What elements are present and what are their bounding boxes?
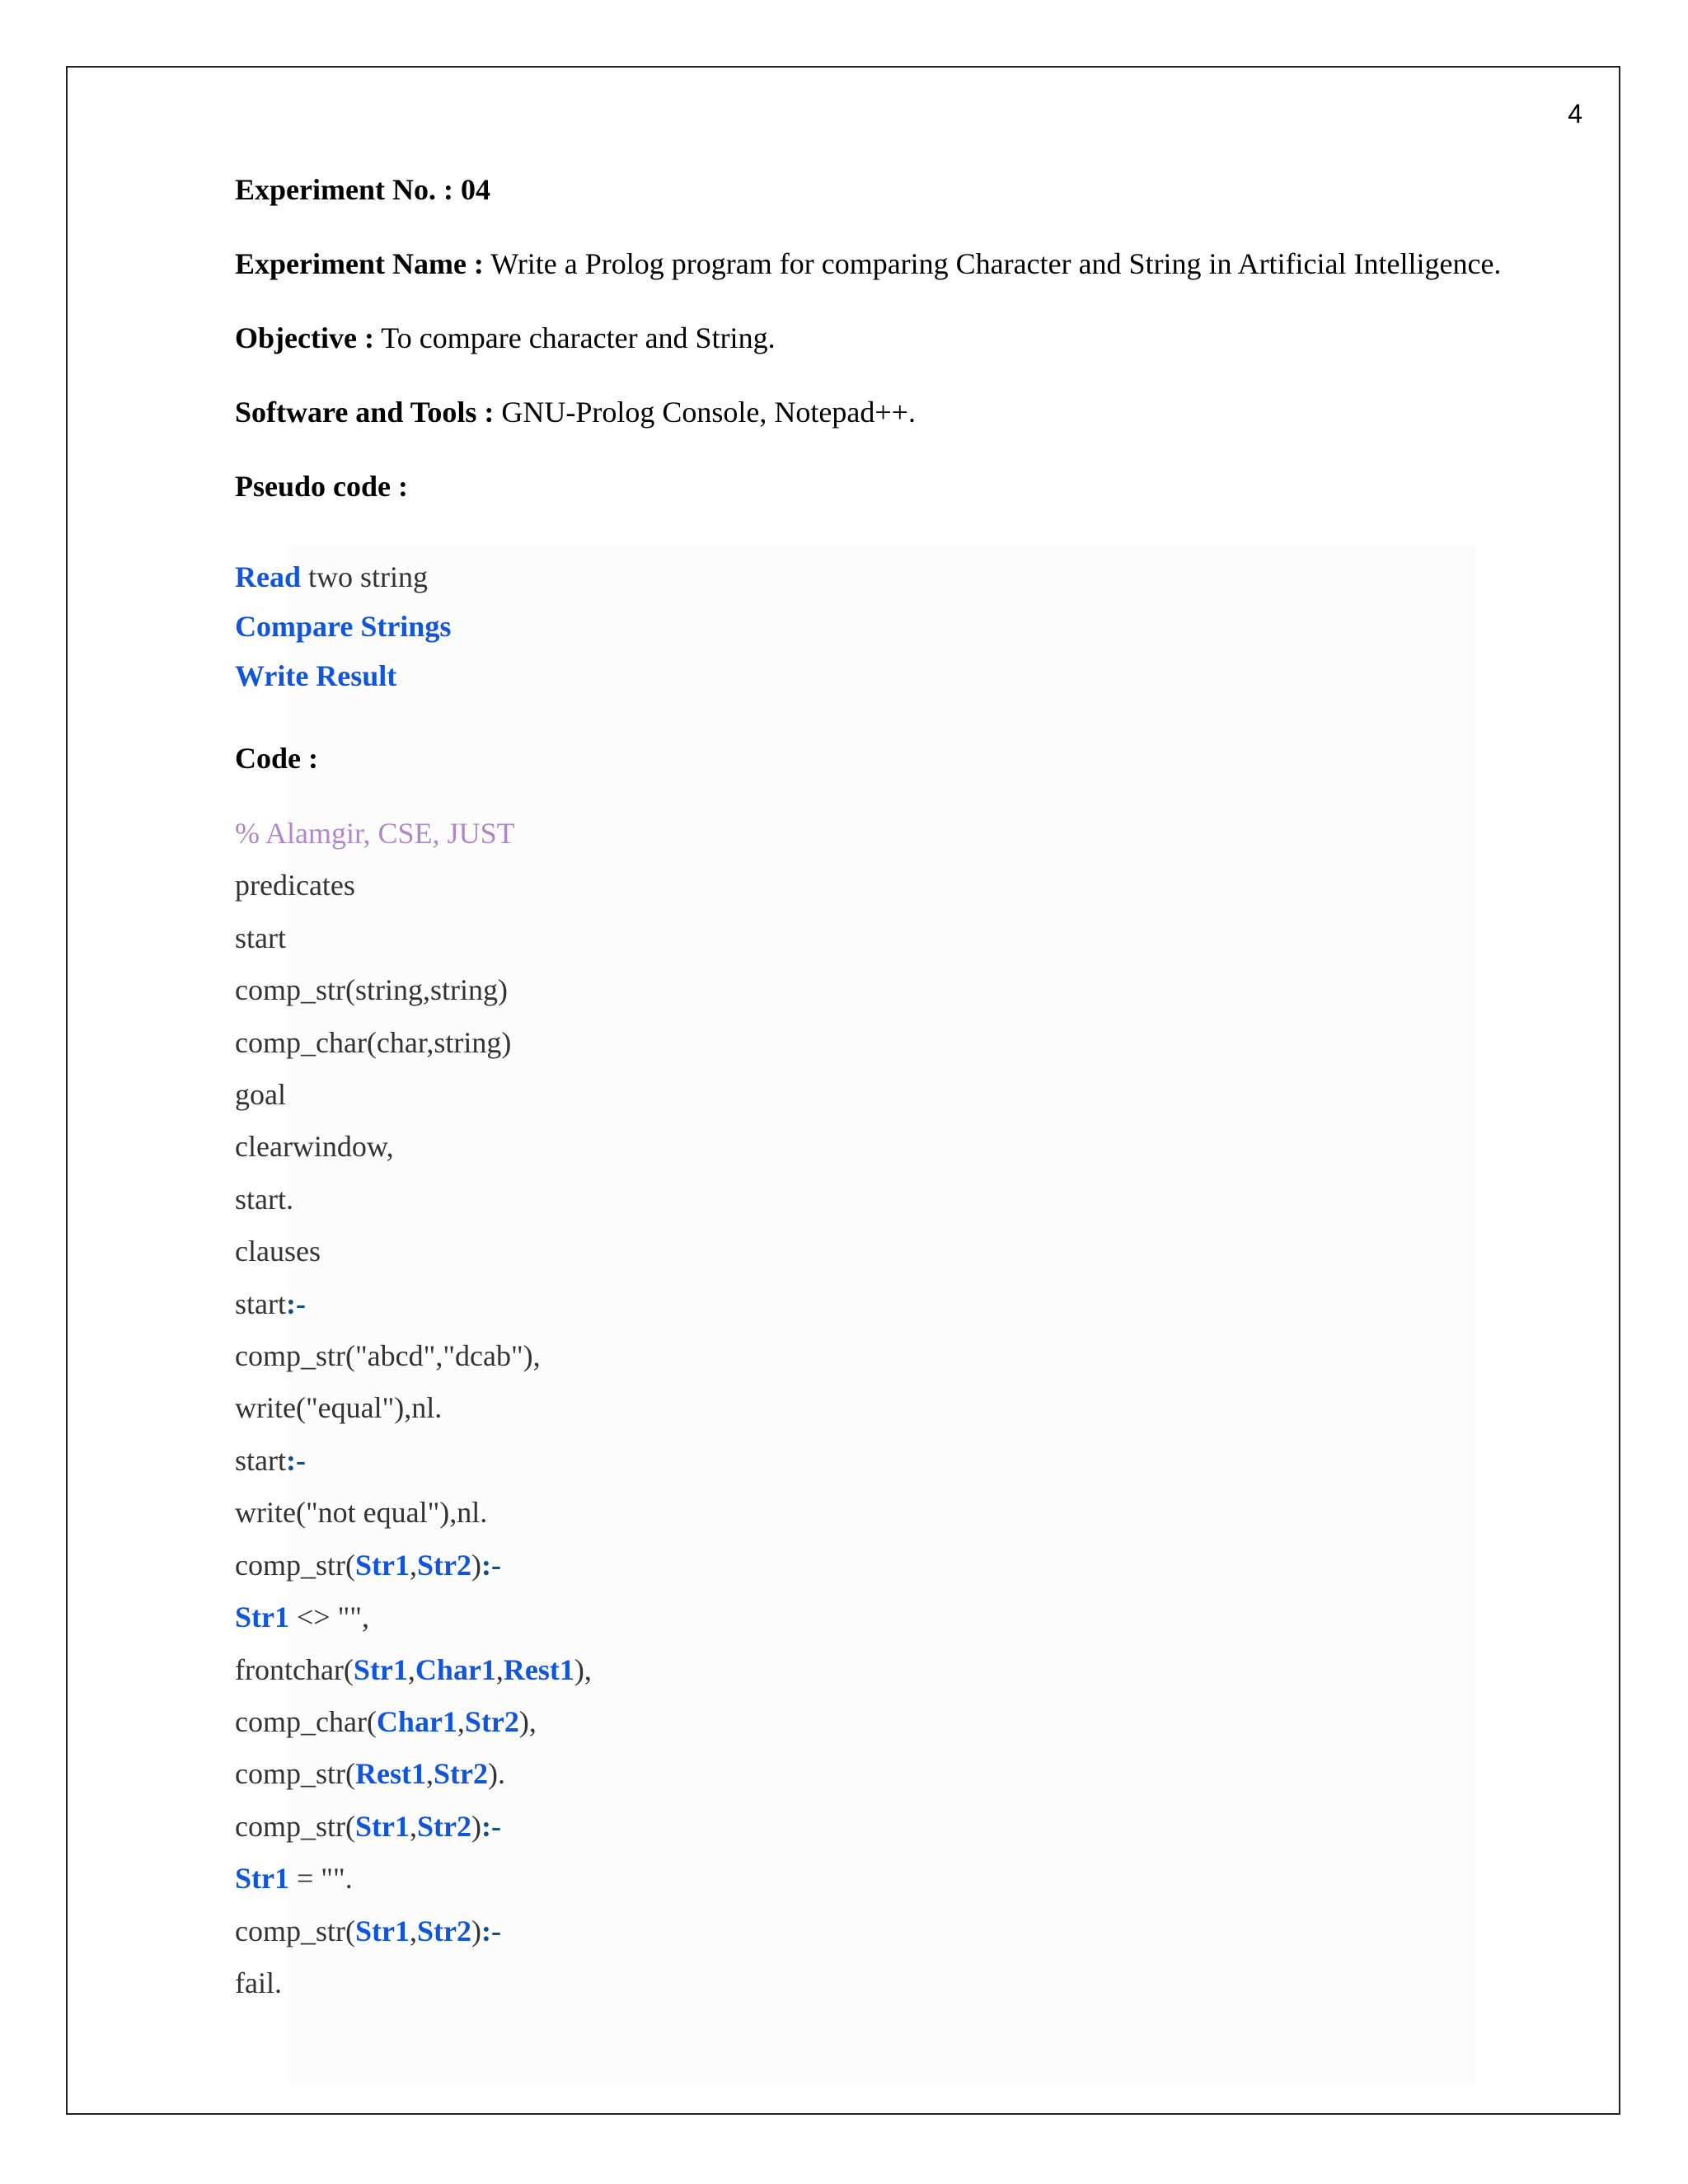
code-comment: % Alamgir, CSE, JUST xyxy=(235,817,515,850)
pseudo-heading-label: Pseudo code : xyxy=(235,470,408,503)
software-value: GNU-Prolog Console, Notepad++. xyxy=(501,396,916,429)
code-token: ), xyxy=(574,1652,592,1686)
experiment-name-label: Experiment Name : xyxy=(235,247,484,280)
code-token: , xyxy=(495,1652,504,1686)
code-line: clauses xyxy=(235,1235,321,1268)
code-line: comp_str(string,string) xyxy=(235,973,508,1007)
code-line: comp_str("abcd","dcab"), xyxy=(235,1339,541,1373)
code-variable: Char1 xyxy=(376,1704,457,1738)
objective-value: To compare character and String. xyxy=(381,321,776,354)
experiment-header xyxy=(235,165,1570,536)
code-line xyxy=(235,1591,1471,1643)
code-token: <> "", xyxy=(289,1601,369,1634)
software-label: Software and Tools : xyxy=(235,396,495,429)
code-token: , xyxy=(409,1548,417,1582)
code-heading: Code : xyxy=(235,742,318,775)
code-token: , xyxy=(425,1757,434,1791)
code-token: ), xyxy=(518,1704,537,1738)
pseudo-keyword: Write Result xyxy=(235,659,397,692)
code-line: comp_char(char,string) xyxy=(235,1025,512,1059)
code-token: , xyxy=(457,1704,465,1738)
code-line: predicates xyxy=(235,869,355,902)
pseudo-code-heading xyxy=(235,462,1570,511)
pseudo-keyword: Compare Strings xyxy=(235,610,452,643)
objective xyxy=(235,313,1570,363)
experiment-no-value: 04 xyxy=(460,173,490,206)
pseudo-line xyxy=(235,552,1471,602)
code-line xyxy=(235,1853,1471,1905)
code-variable: Str1 xyxy=(354,1914,410,1947)
code-token: ) xyxy=(471,1809,481,1843)
experiment-no-label: Experiment No. : xyxy=(235,173,453,206)
code-token: start xyxy=(235,1443,286,1477)
code-line: goal xyxy=(235,1078,286,1112)
code-block xyxy=(235,808,1471,2009)
code-line xyxy=(235,1644,1471,1696)
experiment-name xyxy=(235,239,1570,288)
code-token: ). xyxy=(487,1757,505,1791)
code-line: clearwindow, xyxy=(235,1130,394,1164)
code-token: comp_char( xyxy=(235,1704,377,1738)
code-token: = "". xyxy=(289,1862,353,1896)
code-variable: Str1 xyxy=(235,1601,289,1634)
code-operator: :- xyxy=(481,1914,501,1947)
pseudo-keyword: Read xyxy=(235,560,301,593)
code-variable: Char1 xyxy=(415,1652,496,1686)
experiment-name-value: Write a Prolog program for comparing Character and String in Artificial Intelligence. xyxy=(490,247,1502,280)
code-operator: :- xyxy=(481,1809,501,1843)
code-token: comp_str( xyxy=(235,1809,355,1843)
code-line xyxy=(235,1435,1471,1487)
code-line xyxy=(235,1696,1471,1748)
code-line: write("not equal"),nl. xyxy=(235,1496,488,1530)
code-token: ) xyxy=(471,1548,481,1582)
code-line: fail. xyxy=(235,1966,282,1999)
code-token: ) xyxy=(471,1914,481,1947)
code-line xyxy=(235,1278,1471,1330)
code-token: , xyxy=(409,1809,417,1843)
code-line: start xyxy=(235,921,286,954)
pseudo-line xyxy=(235,602,1471,651)
pseudo-line xyxy=(235,651,1471,701)
code-token: , xyxy=(409,1914,417,1947)
experiment-no xyxy=(235,165,1570,214)
code-operator: :- xyxy=(285,1286,306,1320)
code-line xyxy=(235,1801,1471,1853)
code-variable: Str1 xyxy=(354,1548,410,1582)
code-variable: Rest1 xyxy=(354,1757,426,1791)
code-token: , xyxy=(407,1652,415,1686)
code-token: comp_str( xyxy=(235,1548,355,1582)
code-line: write("equal"),nl. xyxy=(235,1391,443,1425)
code-variable: Rest1 xyxy=(503,1652,574,1686)
code-line xyxy=(235,1540,1471,1591)
objective-label: Objective : xyxy=(235,321,374,354)
code-variable: Str2 xyxy=(433,1757,488,1791)
code-variable: Str2 xyxy=(416,1914,471,1947)
code-line xyxy=(235,1748,1471,1800)
code-token: frontchar( xyxy=(235,1652,354,1686)
code-variable: Str2 xyxy=(464,1704,519,1738)
pseudo-code-block xyxy=(235,552,1471,701)
code-variable: Str2 xyxy=(416,1809,471,1843)
pseudo-text: two string xyxy=(308,560,429,593)
code-token: start xyxy=(235,1286,286,1320)
page-number: 4 xyxy=(1568,99,1582,129)
code-variable: Str1 xyxy=(235,1862,289,1896)
code-variable: Str2 xyxy=(416,1548,471,1582)
code-token: comp_str( xyxy=(235,1914,355,1947)
code-line: start. xyxy=(235,1182,293,1216)
code-variable: Str1 xyxy=(353,1652,408,1686)
code-line xyxy=(235,1905,1471,1957)
code-variable: Str1 xyxy=(354,1809,410,1843)
code-token: comp_str( xyxy=(235,1757,355,1791)
software-tools xyxy=(235,387,1570,437)
code-operator: :- xyxy=(285,1443,306,1477)
code-operator: :- xyxy=(481,1548,501,1582)
